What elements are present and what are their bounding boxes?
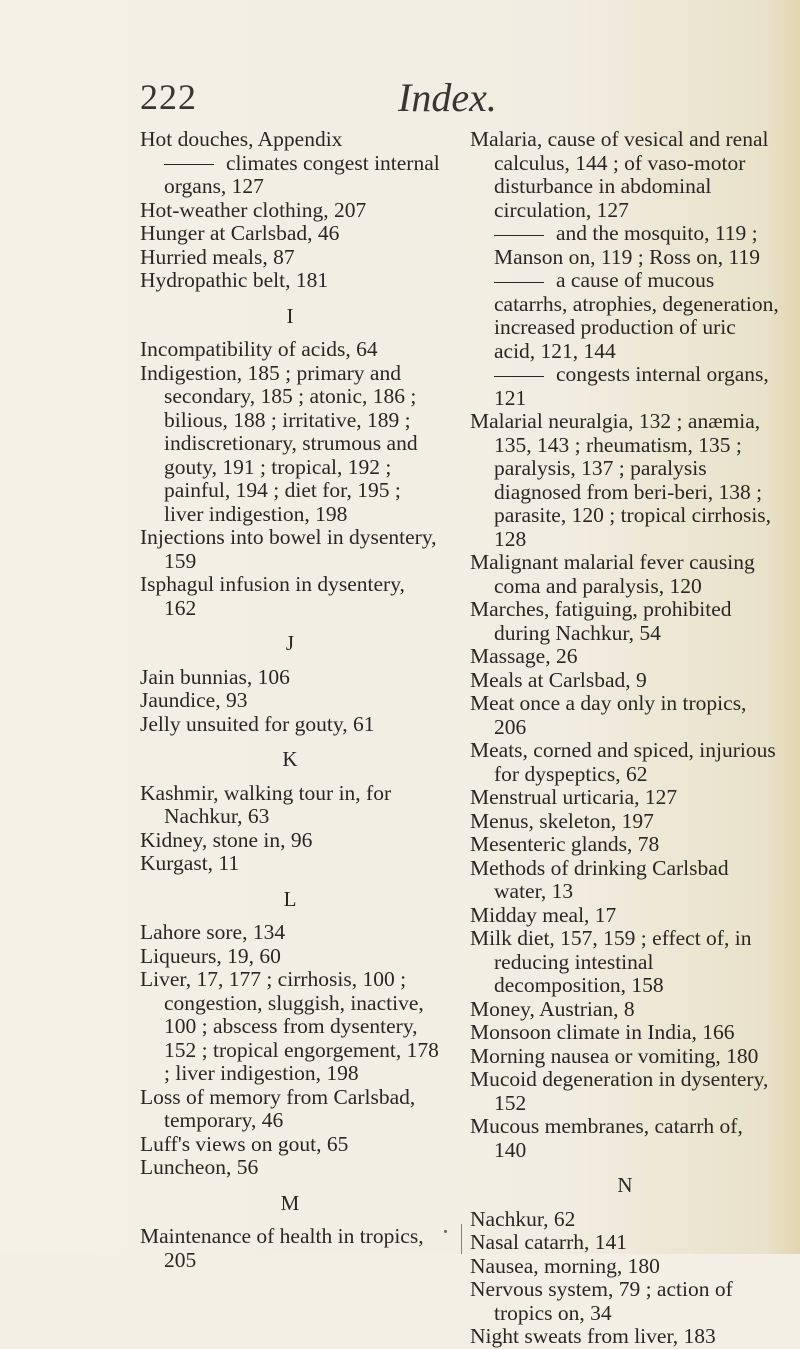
index-column-right	[470, 128, 780, 1349]
section-letter: L	[283, 886, 297, 911]
index-entry: Money, Austrian, 8	[470, 996, 635, 1021]
section-letter: I	[286, 303, 294, 328]
index-entry: Hydropathic belt, 181	[140, 268, 329, 292]
index-entry: Jain bunnias, 106	[140, 664, 290, 689]
section-letter: K	[282, 747, 298, 771]
index-entry: Indigestion, 185 ; primary and secondary, 185 ; atonic, 186 ; bilious, 188 ; irritative, 189 ; indiscretionary, strumous and gouty, 191 ; tropical, 192 ; painful, 194 ; diet for, 195 ; liver indigestion, 198	[140, 360, 418, 526]
index-entry: Night sweats from liver, 183	[470, 1324, 716, 1348]
index-subentry: congests internal organs, 121	[470, 363, 780, 410]
index-entry: Massage, 26	[470, 644, 578, 668]
index-entry: Malarial neuralgia, 132 ; anæmia, 135, 143 ; rheumatism, 135 ; paralysis, 137 ; paralysis diagnosed from beri-beri, 138 ; parasite, 120 ; tropical cirrhosis, 128	[470, 409, 772, 551]
index-entry: Maintenance of health in tropics, 205	[140, 1224, 424, 1272]
index-entry: Luncheon, 56	[140, 1155, 259, 1179]
index-entry: Liver, 17, 177 ; cirrhosis, 100 ; congestion, sluggish, inactive, 100 ; abscess from dysentery, 152 ; tropical engorgement, 178 ; liver indigestion, 198	[140, 967, 439, 1085]
index-column-left	[140, 128, 440, 1272]
index-entry: Meals at Carlsbad, 9	[470, 667, 647, 692]
index-entry: Hurried meals, 87	[140, 244, 295, 269]
column-rule	[461, 1224, 462, 1254]
index-entry: Nachkur, 62	[470, 1206, 576, 1231]
index-entry: Kidney, stone in, 96	[140, 827, 313, 852]
index-entry: Marches, fatiguing, prohibited during Nachkur, 54	[470, 597, 732, 645]
index-entry: Mucoid degeneration in dysentery, 152	[470, 1067, 769, 1115]
index-entry: Mesenteric glands, 78	[470, 832, 660, 856]
index-subentry: a cause of mucous catarrhs, atrophies, degeneration, increased production of uric acid, 121, 144	[470, 269, 780, 363]
index-entry: Morning nausea or vomiting, 180	[470, 1043, 759, 1068]
index-entry: Kashmir, walking tour in, for Nachkur, 63	[140, 780, 392, 828]
index-entry: Malaria, cause of vesical and renal calculus, 144 ; of vaso-motor disturbance in abdominal circulation, 127	[470, 127, 769, 222]
index-entry: Hunger at Carlsbad, 46	[140, 221, 340, 245]
index-entry: Methods of drinking Carlsbad water, 13	[470, 855, 729, 903]
index-entry: Liqueurs, 19, 60	[140, 943, 281, 968]
index-entry: Nausea, morning, 180	[470, 1253, 660, 1278]
index-entry: Menstrual urticaria, 127	[470, 785, 678, 809]
index-entry: Meat once a day only in tropics, 206	[470, 691, 747, 739]
running-title: Index.	[398, 75, 497, 120]
index-entry: Hot douches, Appendix	[140, 127, 343, 151]
section-letter: J	[285, 631, 295, 655]
index-entry: Menus, skeleton, 197	[470, 808, 654, 833]
index-subentry: climates congest internal organs, 127	[140, 152, 440, 199]
page-number: 222	[140, 77, 197, 117]
index-entry: Incompatibility of acids, 64	[140, 337, 378, 361]
index-entry: Meats, corned and spiced, injurious for dyspeptics, 62	[470, 738, 776, 786]
index-entry: Kurgast, 11	[140, 851, 240, 875]
index-entry: Midday meal, 17	[470, 902, 617, 927]
index-subentry: and the mosquito, 119 ; Manson on, 119 ; Ross on, 119	[470, 222, 780, 269]
index-entry: Isphagul infusion in dysentery, 162	[140, 572, 405, 620]
index-entry: Nasal catarrh, 141	[470, 1230, 627, 1254]
index-entry: Lahore sore, 134	[140, 920, 286, 944]
index-entry: Jelly unsuited for gouty, 61	[140, 711, 375, 736]
index-entry: Loss of memory from Carlsbad, temporary, 46	[140, 1084, 416, 1132]
section-letter: N	[617, 1173, 633, 1197]
section-letter: M	[280, 1190, 300, 1215]
page-header	[140, 76, 700, 124]
index-entry: Malignant malarial fever causing coma and paralysis, 120	[470, 550, 755, 598]
index-entry: Luff's views on gout, 65	[140, 1131, 349, 1156]
index-entry: Nervous system, 79 ; action of tropics on, 34	[470, 1277, 733, 1325]
index-entry: Monsoon climate in India, 166	[470, 1020, 735, 1044]
index-entry: Milk diet, 157, 159 ; effect of, in reducing intestinal decomposition, 158	[470, 926, 752, 997]
ink-speck	[444, 1230, 447, 1233]
index-entry: Injections into bowel in dysentery, 159	[140, 525, 437, 573]
index-entry: Jaundice, 93	[140, 688, 248, 712]
index-entry: Hot-weather clothing, 207	[140, 197, 367, 222]
index-entry: Mucous membranes, catarrh of, 140	[470, 1114, 743, 1162]
